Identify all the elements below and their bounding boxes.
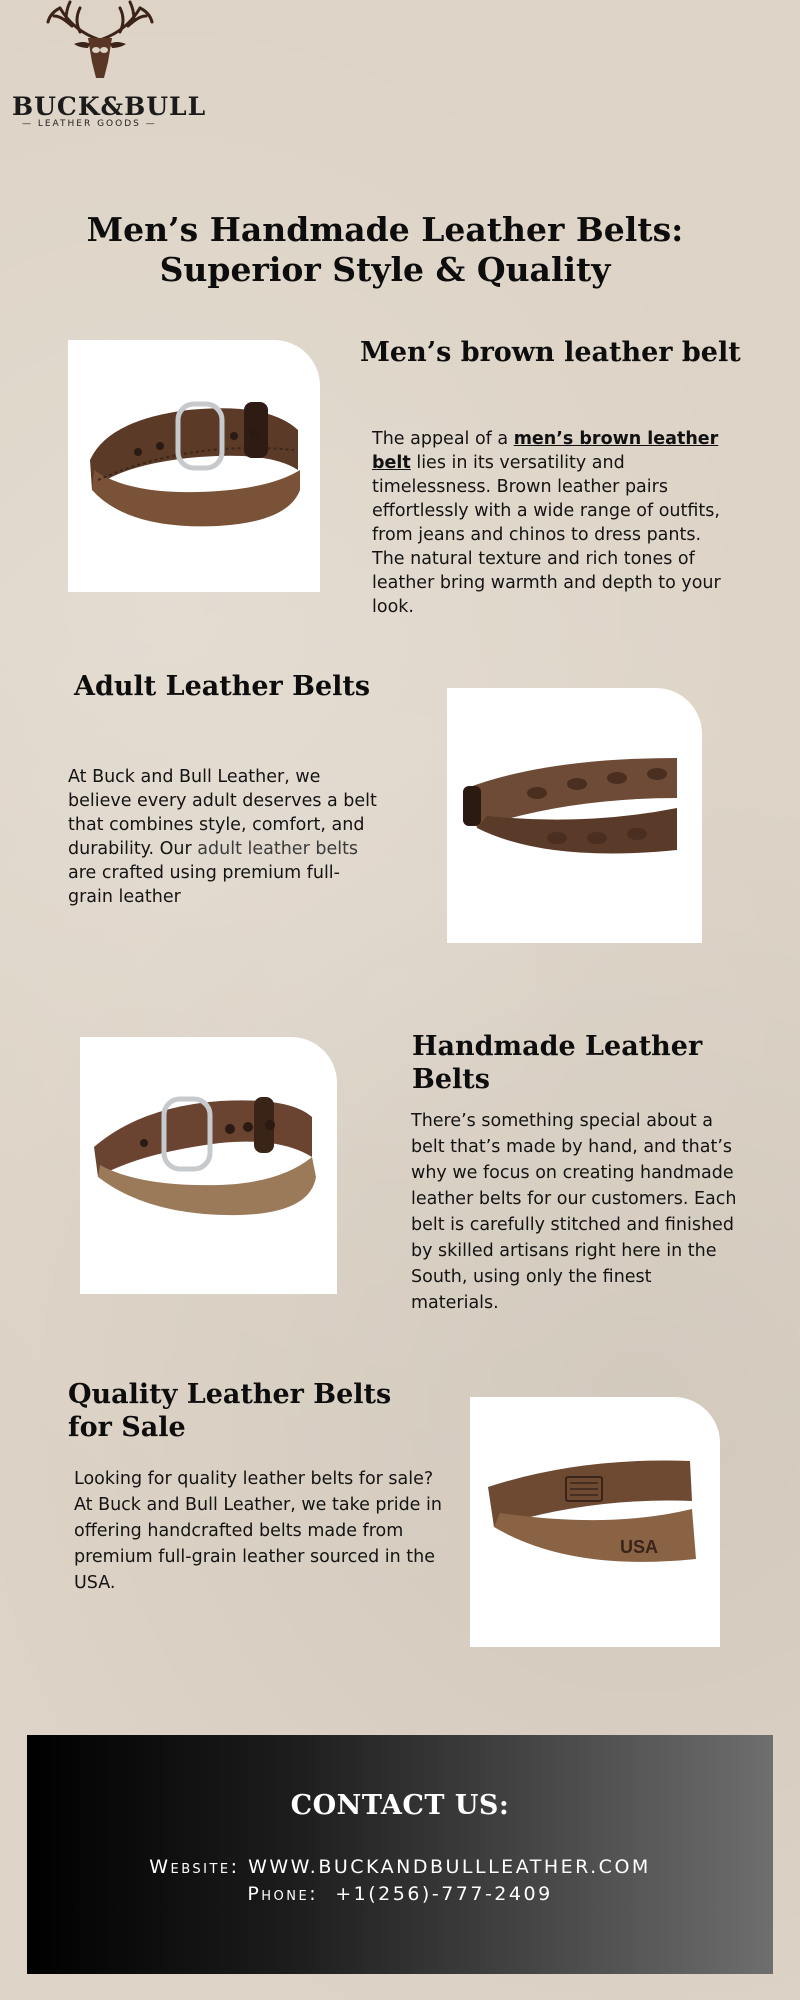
adult-leather-belts-link[interactable]: adult leather belts: [197, 839, 359, 859]
website-link[interactable]: WWW.BUCKANDBULLLEATHER.COM: [248, 1856, 651, 1878]
page-title: Men’s Handmade Leather Belts: Superior Style & Quality: [86, 210, 684, 289]
section-2-body-text-2: are crafted using premium full-grain leather: [68, 863, 340, 907]
section-2-body: [68, 765, 378, 909]
contact-title: CONTACT US:: [290, 1790, 510, 1821]
phone-label: Phone:: [247, 1883, 319, 1905]
contact-website: [27, 1856, 773, 1878]
brand-name: BUCK&BULL: [12, 92, 207, 121]
section-4-heading: Quality Leather Belts for Sale: [68, 1379, 392, 1443]
section-2-body-text: At Buck and Bull Leather, we believe every adult deserves a belt that combines style, comfort, and durability. Our: [68, 767, 377, 859]
section-1-body-text-2: lies in its versatility and timelessness. Brown leather pairs effortlessly with a wide range of outfits, from jeans and chinos to dress pants. The natural texture and rich tones of leather bring warmth and depth to your look.: [372, 453, 721, 617]
mens-brown-leather-belt-link[interactable]: men’s brown leather belt: [372, 429, 719, 473]
belt-illustration: [68, 340, 320, 592]
website-label: Website:: [149, 1856, 240, 1878]
section-3-body: There’s something special about a belt that’s made by hand, and that’s why we focus on creating handmade leather belts for our customers. Each belt is carefully stitched and finished by skilled artisans right here in the South, using only the finest materials.: [411, 1111, 737, 1313]
belt-illustration: [80, 1037, 337, 1294]
product-image-usa-belt: [470, 1397, 720, 1647]
phone-link[interactable]: +1(256)-777-2409: [335, 1883, 553, 1905]
brand-subtitle: — LEATHER GOODS —: [22, 119, 157, 129]
contact-phone: [27, 1883, 773, 1905]
section-2-heading: Adult Leather Belts: [74, 671, 371, 702]
belt-illustration: [470, 1397, 720, 1647]
product-image-tooled-belt: [447, 688, 702, 943]
section-1-body-text: The appeal of a: [372, 429, 514, 449]
belt-illustration: [447, 688, 702, 943]
product-image-brown-belt: [68, 340, 320, 592]
product-image-distressed-belt: [80, 1037, 337, 1294]
section-1-body: [372, 427, 722, 619]
section-3-heading: Handmade Leather Belts: [412, 1031, 703, 1095]
contact-panel: [27, 1735, 773, 1974]
section-1-heading: Men’s brown leather belt: [360, 337, 741, 368]
usa-embossed-label: USA: [620, 1537, 659, 1557]
section-4-body: Looking for quality leather belts for sale? At Buck and Bull Leather, we take pride in offering handcrafted belts made from premium full-grain leather sourced in the USA.: [74, 1469, 442, 1593]
deer-skull-icon: [10, 0, 190, 90]
